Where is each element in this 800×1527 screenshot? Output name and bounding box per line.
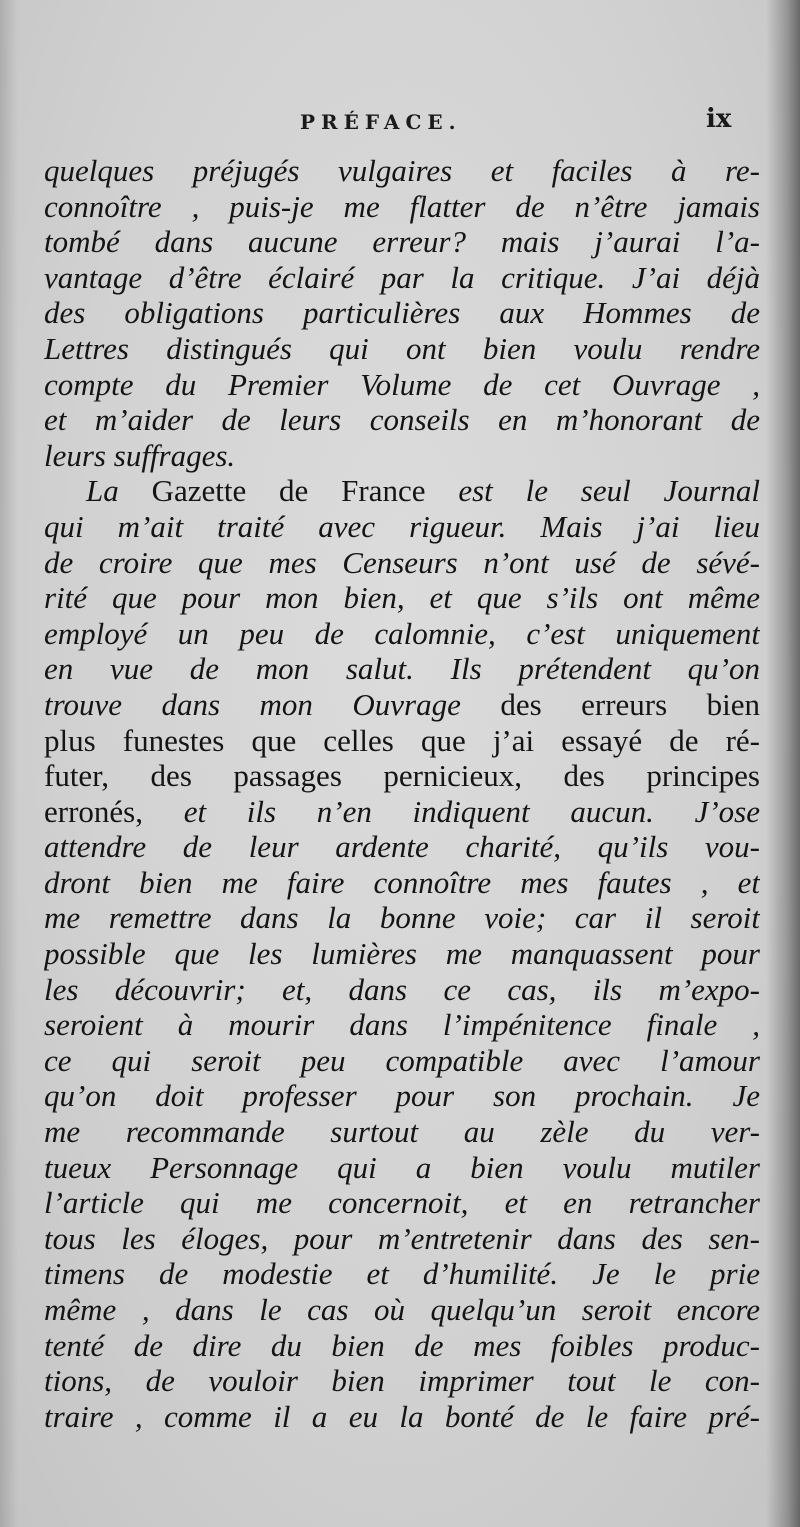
text-segment: Lettres distingués qui ont bien voulu rendre xyxy=(44,330,760,366)
text-line xyxy=(44,829,760,865)
text-segment: timens de modestie et d’humilité. Je le prie xyxy=(44,1256,760,1292)
text-line xyxy=(44,1363,760,1399)
text-line xyxy=(44,153,760,189)
text-segment: connoître , puis-je me flatter de n’être jamais xyxy=(44,188,760,224)
text-line xyxy=(44,545,760,581)
text-line xyxy=(44,1185,760,1221)
text-line xyxy=(44,794,760,830)
text-segment: leurs suffrages. xyxy=(44,437,236,473)
text-segment: La xyxy=(86,473,152,509)
text-segment: plus funestes que celles que j’ai essayé de ré- xyxy=(44,722,760,758)
page-number: ix xyxy=(706,104,732,134)
text-line xyxy=(44,1399,760,1435)
text-line xyxy=(44,687,760,723)
text-segment: erronés, xyxy=(44,793,184,829)
text-segment: qui m’ait traité avec rigueur. Mais j’ai lieu xyxy=(44,508,760,544)
text-line xyxy=(44,580,760,616)
text-line xyxy=(44,1256,760,1292)
text-line xyxy=(44,331,760,367)
text-line xyxy=(44,1292,760,1328)
text-segment: de croire que mes Censeurs n’ont usé de sévé- xyxy=(44,544,760,580)
text-segment: même , dans le cas où quelqu’un seroit encore xyxy=(44,1292,760,1327)
text-segment: des erreurs bien xyxy=(500,686,760,722)
text-segment: l’article qui me concernoit, et en retrancher xyxy=(44,1185,760,1221)
text-line xyxy=(44,295,760,331)
text-segment: tenté de dire du bien de mes foibles produc- xyxy=(44,1327,760,1363)
text-segment: des obligations particulières aux Hommes de xyxy=(44,295,760,331)
text-segment: en vue de mon salut. Ils prétendent qu’on xyxy=(44,651,760,687)
text-segment: tous les éloges, pour m’entretenir dans des sen- xyxy=(44,1220,760,1256)
text-segment: et ils n’en indiquent aucun. J’ose xyxy=(183,793,760,829)
text-line xyxy=(44,1114,760,1150)
text-segment: employé un peu de calomnie, c’est uniquement xyxy=(44,615,760,651)
page-left-shadow xyxy=(0,0,18,1527)
text-segment: attendre de leur ardente charité, qu’ils vou- xyxy=(44,829,760,865)
text-segment: les découvrir; et, dans ce cas, ils m’expo- xyxy=(44,971,760,1007)
text-segment: rité que pour mon bien, et que s’ils ont même xyxy=(44,580,760,616)
text-line xyxy=(44,651,760,687)
running-head xyxy=(0,104,800,140)
text-segment: quelques préjugés vulgaires et faciles à re- xyxy=(44,153,760,188)
text-segment: traire , comme il a eu la bonté de le faire pré- xyxy=(44,1398,760,1434)
text-line xyxy=(44,367,760,403)
text-segment: me remettre dans la bonne voie; car il seroit xyxy=(44,900,760,936)
text-line xyxy=(44,616,760,652)
text-line xyxy=(44,260,760,296)
text-line xyxy=(44,1007,760,1043)
text-segment: dront bien me faire connoître mes fautes , et xyxy=(44,864,760,900)
text-line xyxy=(44,224,760,260)
text-segment: possible que les lumières me manquassent pour xyxy=(44,936,760,972)
text-line xyxy=(44,865,760,901)
text-line xyxy=(44,402,760,438)
text-line xyxy=(44,189,760,225)
text-segment: tions, de vouloir bien imprimer tout le con- xyxy=(44,1363,760,1399)
running-title: PRÉFACE. xyxy=(300,110,462,134)
text-segment: vantage d’être éclairé par la critique. J’ai déjà xyxy=(44,259,760,295)
text-line xyxy=(44,1221,760,1257)
text-line xyxy=(44,972,760,1008)
text-segment: compte du Premier Volume de cet Ouvrage , xyxy=(44,366,760,402)
page-right-shadow xyxy=(766,0,800,1527)
text-segment: tueux Personnage qui a bien voulu mutiler xyxy=(44,1149,760,1185)
text-line xyxy=(44,1078,760,1114)
text-line xyxy=(44,473,760,509)
text-line xyxy=(44,936,760,972)
text-segment: me recommande surtout au zèle du ver- xyxy=(44,1114,760,1150)
text-line xyxy=(44,509,760,545)
body-text xyxy=(44,153,760,1434)
text-segment: est le seul Journal xyxy=(458,473,760,509)
text-segment: seroient à mourir dans l’impénitence finale , xyxy=(44,1007,760,1043)
text-segment: trouve dans mon Ouvrage xyxy=(44,686,501,722)
text-segment: futer, des passages pernicieux, des principes xyxy=(44,758,760,794)
text-line xyxy=(44,1150,760,1186)
text-segment: Gazette de France xyxy=(151,473,459,509)
text-segment: et m’aider de leurs conseils en m’honorant de xyxy=(44,402,760,438)
text-segment: ce qui seroit peu compatible avec l’amour xyxy=(44,1042,760,1078)
text-line xyxy=(44,1328,760,1364)
text-line xyxy=(44,723,760,759)
text-segment: tombé dans aucune erreur? mais j’aurai l’a- xyxy=(44,224,760,260)
text-line xyxy=(44,438,760,474)
text-line xyxy=(44,900,760,936)
text-line xyxy=(44,758,760,794)
text-segment: qu’on doit professer pour son prochain. Je xyxy=(44,1078,760,1114)
text-line xyxy=(44,1043,760,1079)
